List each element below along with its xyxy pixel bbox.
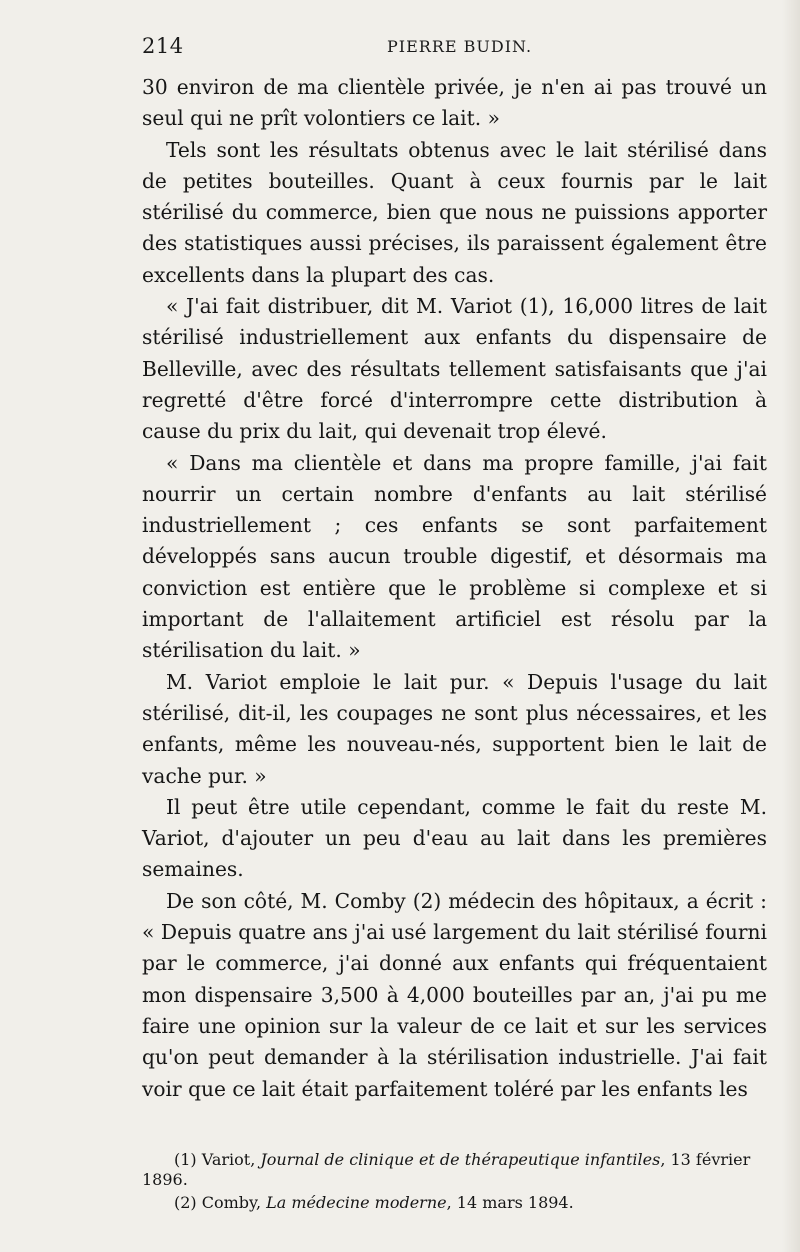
footnote-2-prefix: (2) Comby,	[174, 1193, 267, 1212]
paragraph-variot-clientele: « Dans ma clientèle et dans ma propre famille, j'ai fait nourrir un certain nombre d'enfants au lait stérilisé industriellement ; ces enfants se sont parfaitement développés sans aucun trouble digestif, et désormais ma conviction est entière que le problème si complexe et si important de l'allaitement artificiel est résolu par la stérilisation du lait. »	[142, 450, 767, 663]
running-head: PIERRE BUDIN.	[387, 37, 533, 56]
body-text	[142, 72, 767, 1105]
footnote-1-suffix: , 13 février 1896.	[142, 1150, 751, 1189]
footnote-1-title: Journal de clinique et de thérapeutique infantiles	[260, 1150, 661, 1169]
paragraph-continuation: 30 environ de ma clientèle privée, je n'en ai pas trouvé un seul qui ne prît volontiers ce lait. »	[142, 75, 767, 131]
page-number: 214	[142, 34, 184, 58]
page-edge-shadow	[782, 0, 800, 1252]
paragraph-water-note: Il peut être utile cependant, comme le fait du reste M. Variot, d'ajouter un peu d'eau au lait dans les premières semaines.	[142, 794, 767, 882]
paragraph-comby-quote: De son côté, M. Comby (2) médecin des hôpitaux, a écrit : « Depuis quatre ans j'ai usé largement du lait stérilisé fourni par le commerce, j'ai donné aux enfants qui fréquentaient mon dispensaire 3,500 à 4,000 bouteilles par an, j'ai pu me faire une opinion sur la valeur de ce lait et sur les services qu'on peut demander à la stérilisation industrielle. J'ai fait voir que ce lait était parfaitement toléré par les enfants les	[142, 888, 767, 1101]
footnote-1-prefix: (1) Variot,	[174, 1150, 261, 1169]
paragraph-results: Tels sont les résultats obtenus avec le lait stérilisé dans de petites bouteilles. Quant à ceux fournis par le lait stérilisé du commerce, bien que nous ne puissions apporter des statistiques aussi précises, ils paraissent également être excellents dans la plupart des cas.	[142, 137, 767, 287]
footnote-2-suffix: , 14 mars 1894.	[446, 1193, 574, 1212]
page-header	[142, 34, 782, 64]
paragraph-variot-pure-milk: M. Variot emploie le lait pur. « Depuis l'usage du lait stérilisé, dit-il, les coupages ne sont plus nécessaires, et les enfants, même les nouveau-nés, supportent bien le lait de vache pur. »	[142, 669, 767, 788]
footnotes	[142, 1150, 782, 1213]
paragraph-variot-quote: « J'ai fait distribuer, dit M. Variot (1), 16,000 litres de lait stérilisé industriellement aux enfants du dispensaire de Belleville, avec des résultats tellement satisfaisants que j'ai regretté d'être forcé d'interrompre cette distribution à cause du prix du lait, qui devenait trop élevé.	[142, 294, 767, 444]
footnote-2-title: La médecine moderne	[266, 1193, 447, 1212]
footnote-2	[142, 1193, 782, 1213]
footnote-1	[142, 1150, 782, 1190]
